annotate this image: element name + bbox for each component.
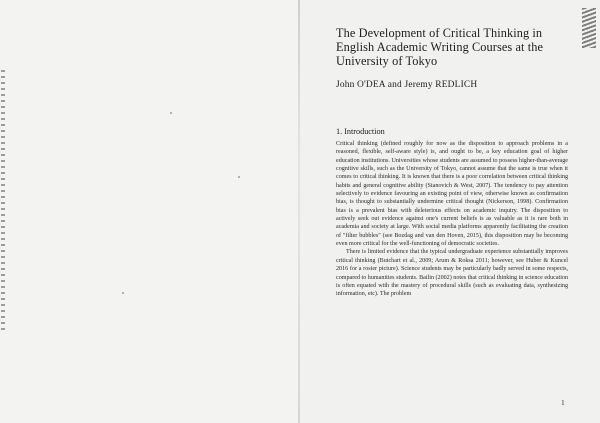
scan-speck (170, 112, 172, 114)
body-paragraph: Critical thinking (defined roughly for now as the disposition to approach problems in a reasoned, flexible, self-aware style) is, and ought to be, a key education goal of higher education institutions. Universities whose students are assumed to possess higher-than-average cognitive skills, such as the University of Tokyo, cannot assume that the same is true when it comes to critical thinking. It is known that there is a poor correlation between critical thinking habits and general cognitive ability (Stanovich & West, 2007). The tendency to pay attention selectively to evidence favouring an existing point of view, otherwise known as confirmation bias, is thought to substantially undermine critical thought (Nickerson, 1998). Confirmation bias is a prevalent bias with deleterious effects on academic inquiry. The disposition to actively seek out evidence against one's current beliefs is as valuable as it is rare both in academia and society at large. With social media platforms apparently facilitating the creation of "filter bubbles" (see Bozdag and van den Hoven, 2015), this disposition may be becoming even more critical for the well-functioning of democratic societies. (336, 141, 568, 248)
scan-speck (238, 176, 240, 178)
article-page (336, 26, 568, 299)
page-number: 1 (561, 398, 565, 407)
section-body (336, 140, 568, 299)
page-gutter (298, 0, 300, 423)
scan-speck (122, 292, 124, 294)
body-paragraph: There is limited evidence that the typical undergraduate experience substantially improves critical thinking (Butchart et al., 2009; Arum & Roksa 2011; however, see Huber & Kuncel 2016 for a rosier picture). Science students may be particularly badly served in some respects, compared to humanities students. Bailin (2002) notes that critical thinking in science education is often equated with the mastery of procedural skills (such as evaluating data, synthesizing information, etc). The problem (336, 249, 569, 298)
scan-edge-artifact (1, 70, 5, 330)
scan-corner-artifact (582, 8, 596, 48)
section-heading: 1. Introduction (336, 127, 385, 136)
article-title: The Development of Critical Thinking in English Academic Writing Courses at the University of Tokyo (336, 26, 544, 68)
article-authors: John O'DEA and Jeremy REDLICH (336, 80, 478, 90)
